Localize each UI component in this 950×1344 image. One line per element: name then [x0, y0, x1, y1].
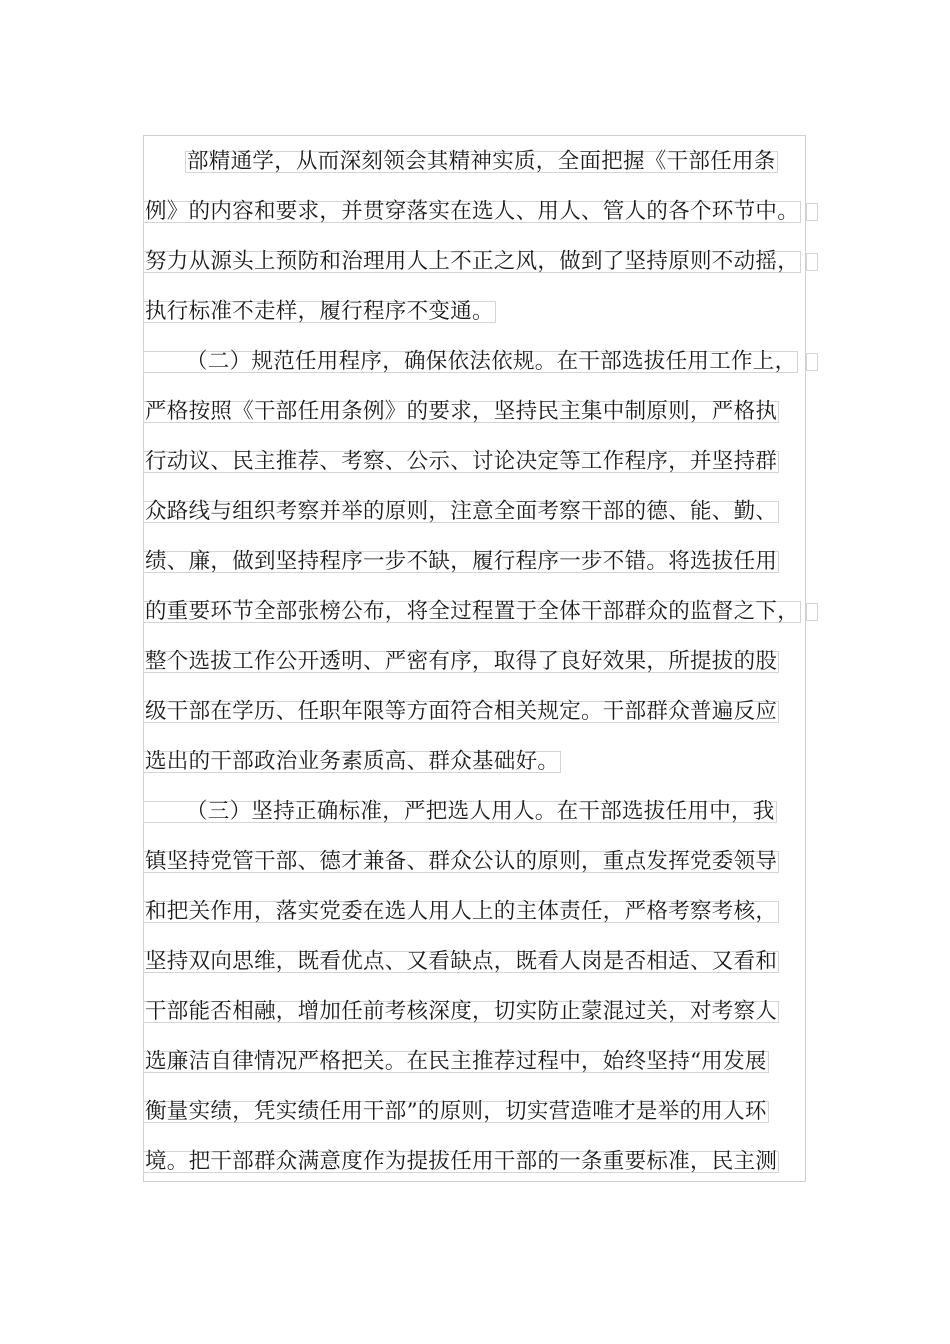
text-line-21 — [143, 1144, 779, 1180]
text-line-2 — [143, 194, 801, 230]
text-line-1 — [185, 144, 778, 180]
line-text: 镇坚持党管干部、德才兼备、群众公认的原则，重点发挥党委领导 — [145, 849, 778, 874]
line-text: 努力从源头上预防和治理用人上不正之风，做到了坚持原则不动摇， — [145, 249, 800, 274]
overflow-mark — [806, 603, 818, 621]
text-line-17 — [143, 944, 779, 980]
line-text: 行动议、民主推荐、考察、公示、讨论决定等工作程序，并坚持群 — [145, 449, 778, 474]
text-line-16 — [143, 894, 779, 930]
line-text: 严格按照《干部任用条例》的要求，坚持民主集中制原则，严格执 — [145, 399, 778, 424]
text-line-11 — [143, 644, 779, 680]
line-text: 选出的干部政治业务素质高、群众基础好。 — [145, 749, 560, 774]
text-line-12 — [143, 694, 779, 730]
line-text: 和把关作用，落实党委在选人用人上的主体责任，严格考察考核， — [145, 899, 778, 924]
text-line-3 — [143, 244, 801, 280]
line-text: 坚持双向思维，既看优点、又看缺点，既看人岗是否相适、又看和 — [145, 949, 778, 974]
line-text: 众路线与组织考察并举的原则，注意全面考察干部的德、能、勤、 — [145, 499, 778, 524]
line-text: 执行标准不走样，履行程序不变通。 — [145, 299, 494, 324]
line-text: 干部能否相融，增加任前考核深度，切实防止蒙混过关，对考察人 — [145, 999, 778, 1024]
text-line-14 — [143, 794, 777, 830]
text-line-13 — [143, 744, 561, 780]
line-text: 级干部在学历、任职年限等方面符合相关规定。干部群众普遍反应 — [145, 699, 778, 724]
line-text: 的重要环节全部张榜公布，将全过程置于全体干部群众的监督之下， — [145, 599, 800, 624]
line-text: 选廉洁自律情况严格把关。在民主推荐过程中，始终坚持“用发展 — [145, 1049, 767, 1074]
text-line-4 — [143, 294, 496, 330]
line-text: 例》的内容和要求，并贯穿落实在选人、用人、管人的各个环节中。 — [145, 199, 800, 224]
line-text: 整个选拔工作公开透明、严密有序，取得了良好效果，所提拔的股 — [145, 649, 778, 674]
text-line-5 — [143, 344, 798, 380]
line-text: 境。把干部群众满意度作为提拔任用干部的一条重要标准，民主测 — [145, 1149, 778, 1174]
text-line-18 — [143, 994, 779, 1030]
overflow-mark — [806, 253, 818, 271]
text-line-10 — [143, 594, 801, 630]
text-line-9 — [143, 544, 779, 580]
text-line-20 — [143, 1094, 769, 1130]
line-text: （二）规范任用程序，确保依法依规。在干部选拔任用工作上， — [143, 351, 798, 373]
text-line-7 — [143, 444, 779, 480]
text-line-15 — [143, 844, 779, 880]
overflow-mark — [806, 353, 818, 371]
text-line-8 — [143, 494, 779, 530]
line-text: 衡量实绩，凭实绩任用干部”的原则，切实营造唯才是举的用人环 — [145, 1099, 767, 1124]
line-text: 部精通学，从而深刻领会其精神实质，全面把握《干部任用条 — [187, 149, 776, 174]
line-text: （三）坚持正确标准，严把选人用人。在干部选拔任用中，我 — [143, 801, 777, 823]
text-line-6 — [143, 394, 779, 430]
overflow-mark — [806, 203, 818, 221]
line-text: 绩、廉，做到坚持程序一步不缺，履行程序一步不错。将选拔任用 — [145, 549, 778, 574]
text-line-19 — [143, 1044, 769, 1080]
